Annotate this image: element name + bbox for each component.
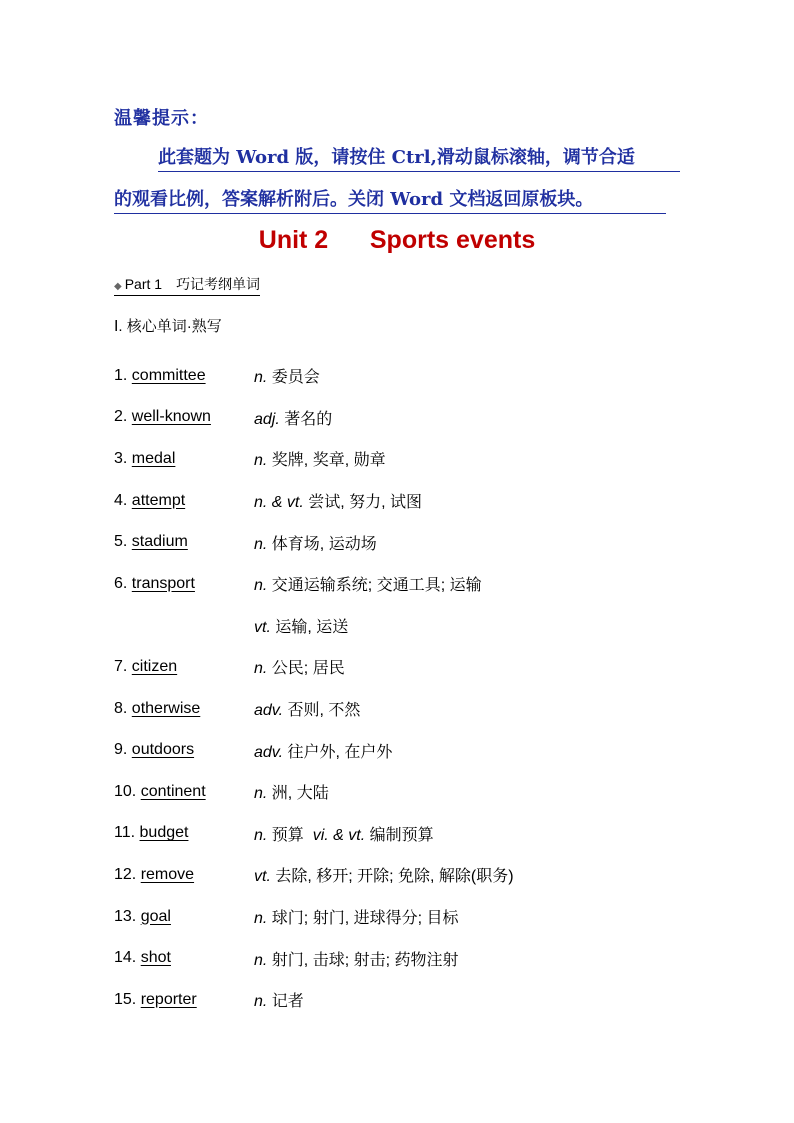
part-of-speech: n. xyxy=(254,910,268,928)
vocab-number: 11. xyxy=(114,824,136,842)
meaning: 著名的 xyxy=(284,410,333,428)
meaning: 公民; 居民 xyxy=(271,660,345,678)
vocab-word: shot xyxy=(140,949,171,967)
diamond-icon: ◆ xyxy=(114,281,122,292)
vocab-word: attempt xyxy=(131,491,186,509)
part-of-speech-2: vi. & vt. xyxy=(312,826,366,844)
part-of-speech: adj. xyxy=(254,410,280,428)
vocab-row xyxy=(114,521,734,563)
notice-line-2: 的观看比例，答案解析附后。关闭 Word 文档返回原板块。 xyxy=(114,187,666,214)
section-heading: Ⅰ. 核心单词·熟写 xyxy=(114,318,222,335)
vocab-number: 6. xyxy=(114,574,128,592)
vocab-number: 1. xyxy=(114,366,128,384)
vocab-row xyxy=(114,438,734,480)
vocab-number: 9. xyxy=(114,741,128,759)
vocab-term xyxy=(114,700,254,718)
part-of-speech: n. xyxy=(254,535,268,553)
part-of-speech: n. xyxy=(254,452,268,470)
vocab-definition xyxy=(254,988,304,1011)
vocab-row xyxy=(114,771,734,813)
part-of-speech: n. xyxy=(254,577,268,595)
meaning: 往户外, 在户外 xyxy=(287,743,393,761)
meaning: 球门; 射门, 进球得分; 目标 xyxy=(271,910,459,928)
vocab-word: transport xyxy=(131,574,195,592)
vocab-term xyxy=(114,783,254,801)
vocab-definition xyxy=(254,614,348,637)
notice-heading: 温馨提示： xyxy=(114,108,209,129)
part-of-speech: adv. xyxy=(254,702,284,720)
vocab-row xyxy=(114,979,734,1021)
meaning: 射门, 击球; 射击; 药物注射 xyxy=(271,951,459,969)
vocab-definition xyxy=(254,822,434,845)
vocab-term xyxy=(114,450,254,468)
vocab-word: otherwise xyxy=(131,699,201,717)
meaning: 去除, 移开; 开除; 免除, 解除(职务) xyxy=(275,868,514,886)
vocab-row xyxy=(114,605,734,647)
part-of-speech: vt. xyxy=(254,868,271,886)
vocab-number: 10. xyxy=(114,782,137,800)
meaning: 洲, 大陆 xyxy=(271,785,329,803)
meaning: 否则, 不然 xyxy=(287,702,361,720)
meaning: 运输, 运送 xyxy=(275,618,349,636)
vocab-number: 15. xyxy=(114,990,137,1008)
vocab-number: 13. xyxy=(114,907,137,925)
vocab-number: 4. xyxy=(114,491,128,509)
meaning: 记者 xyxy=(271,993,304,1011)
meaning-2: 编制预算 xyxy=(369,826,434,844)
vocab-term xyxy=(114,492,254,510)
vocab-term xyxy=(114,949,254,967)
vocab-number: 8. xyxy=(114,699,128,717)
vocab-word: committee xyxy=(131,366,206,384)
vocab-word: medal xyxy=(131,449,176,467)
part-of-speech: n. xyxy=(254,369,268,387)
part-of-speech: n. xyxy=(254,826,268,844)
vocab-definition xyxy=(254,780,329,803)
vocab-definition xyxy=(254,447,386,470)
part-of-speech: vt. xyxy=(254,618,271,636)
vocab-row xyxy=(114,937,734,979)
part-of-speech: n. xyxy=(254,951,268,969)
vocab-definition xyxy=(254,863,514,886)
vocab-term xyxy=(114,367,254,385)
vocab-word: stadium xyxy=(131,533,188,551)
meaning: 奖牌, 奖章, 勋章 xyxy=(271,452,386,470)
meaning: 预算 xyxy=(271,826,304,844)
vocab-row xyxy=(114,355,734,397)
vocab-row xyxy=(114,729,734,771)
vocab-term xyxy=(114,408,254,426)
part-number: Part 1 xyxy=(124,276,163,292)
vocab-word: remove xyxy=(140,865,195,883)
vocab-definition xyxy=(254,739,392,762)
vocab-word: goal xyxy=(140,907,171,925)
vocab-term xyxy=(114,824,254,842)
vocab-number: 7. xyxy=(114,657,128,675)
part-of-speech: n. & vt. xyxy=(254,494,304,512)
vocab-definition xyxy=(254,697,360,720)
vocab-word: well-known xyxy=(131,408,211,426)
vocab-word: outdoors xyxy=(131,741,195,759)
vocab-term xyxy=(114,533,254,551)
vocab-row xyxy=(114,896,734,938)
vocab-number: 3. xyxy=(114,449,128,467)
vocab-definition xyxy=(254,572,482,595)
part-of-speech: adv. xyxy=(254,743,284,761)
vocab-row xyxy=(114,813,734,855)
vocab-word: budget xyxy=(139,824,189,842)
page-title: Unit 2 Sports events xyxy=(258,226,536,254)
vocab-number: 2. xyxy=(114,408,128,426)
vocab-row xyxy=(114,563,734,605)
vocab-row xyxy=(114,688,734,730)
vocab-row xyxy=(114,397,734,439)
vocab-definition xyxy=(254,947,458,970)
vocab-definition xyxy=(254,531,377,554)
vocab-number: 12. xyxy=(114,865,137,883)
vocab-word: reporter xyxy=(140,990,197,1008)
vocab-definition xyxy=(254,905,458,928)
meaning: 体育场, 运动场 xyxy=(271,535,377,553)
vocab-definition xyxy=(254,364,320,387)
vocab-number: 5. xyxy=(114,533,128,551)
vocab-definition xyxy=(254,406,332,429)
notice-line-1: 此套题为 Word 版，请按住 Ctrl,滑动鼠标滚轴，调节合适 xyxy=(158,145,680,172)
vocab-word: citizen xyxy=(131,657,178,675)
vocab-term xyxy=(114,575,254,593)
meaning: 委员会 xyxy=(271,369,320,387)
vocab-term xyxy=(114,991,254,1009)
part-label xyxy=(114,274,260,296)
vocab-definition xyxy=(254,489,422,512)
meaning: 尝试, 努力, 试图 xyxy=(308,494,423,512)
vocab-term xyxy=(114,866,254,884)
part-of-speech: n. xyxy=(254,993,268,1011)
vocab-list xyxy=(114,355,734,1021)
vocab-row xyxy=(114,646,734,688)
vocab-term xyxy=(114,741,254,759)
part-of-speech: n. xyxy=(254,660,268,678)
vocab-number: 14. xyxy=(114,949,137,967)
meaning: 交通运输系统; 交通工具; 运输 xyxy=(271,577,482,595)
vocab-row xyxy=(114,480,734,522)
part-of-speech: n. xyxy=(254,785,268,803)
vocab-row xyxy=(114,854,734,896)
vocab-definition xyxy=(254,655,345,678)
vocab-term xyxy=(114,658,254,676)
part-title: 巧记考纲单词 xyxy=(176,276,261,292)
vocab-word: continent xyxy=(140,782,206,800)
vocab-term xyxy=(114,908,254,926)
